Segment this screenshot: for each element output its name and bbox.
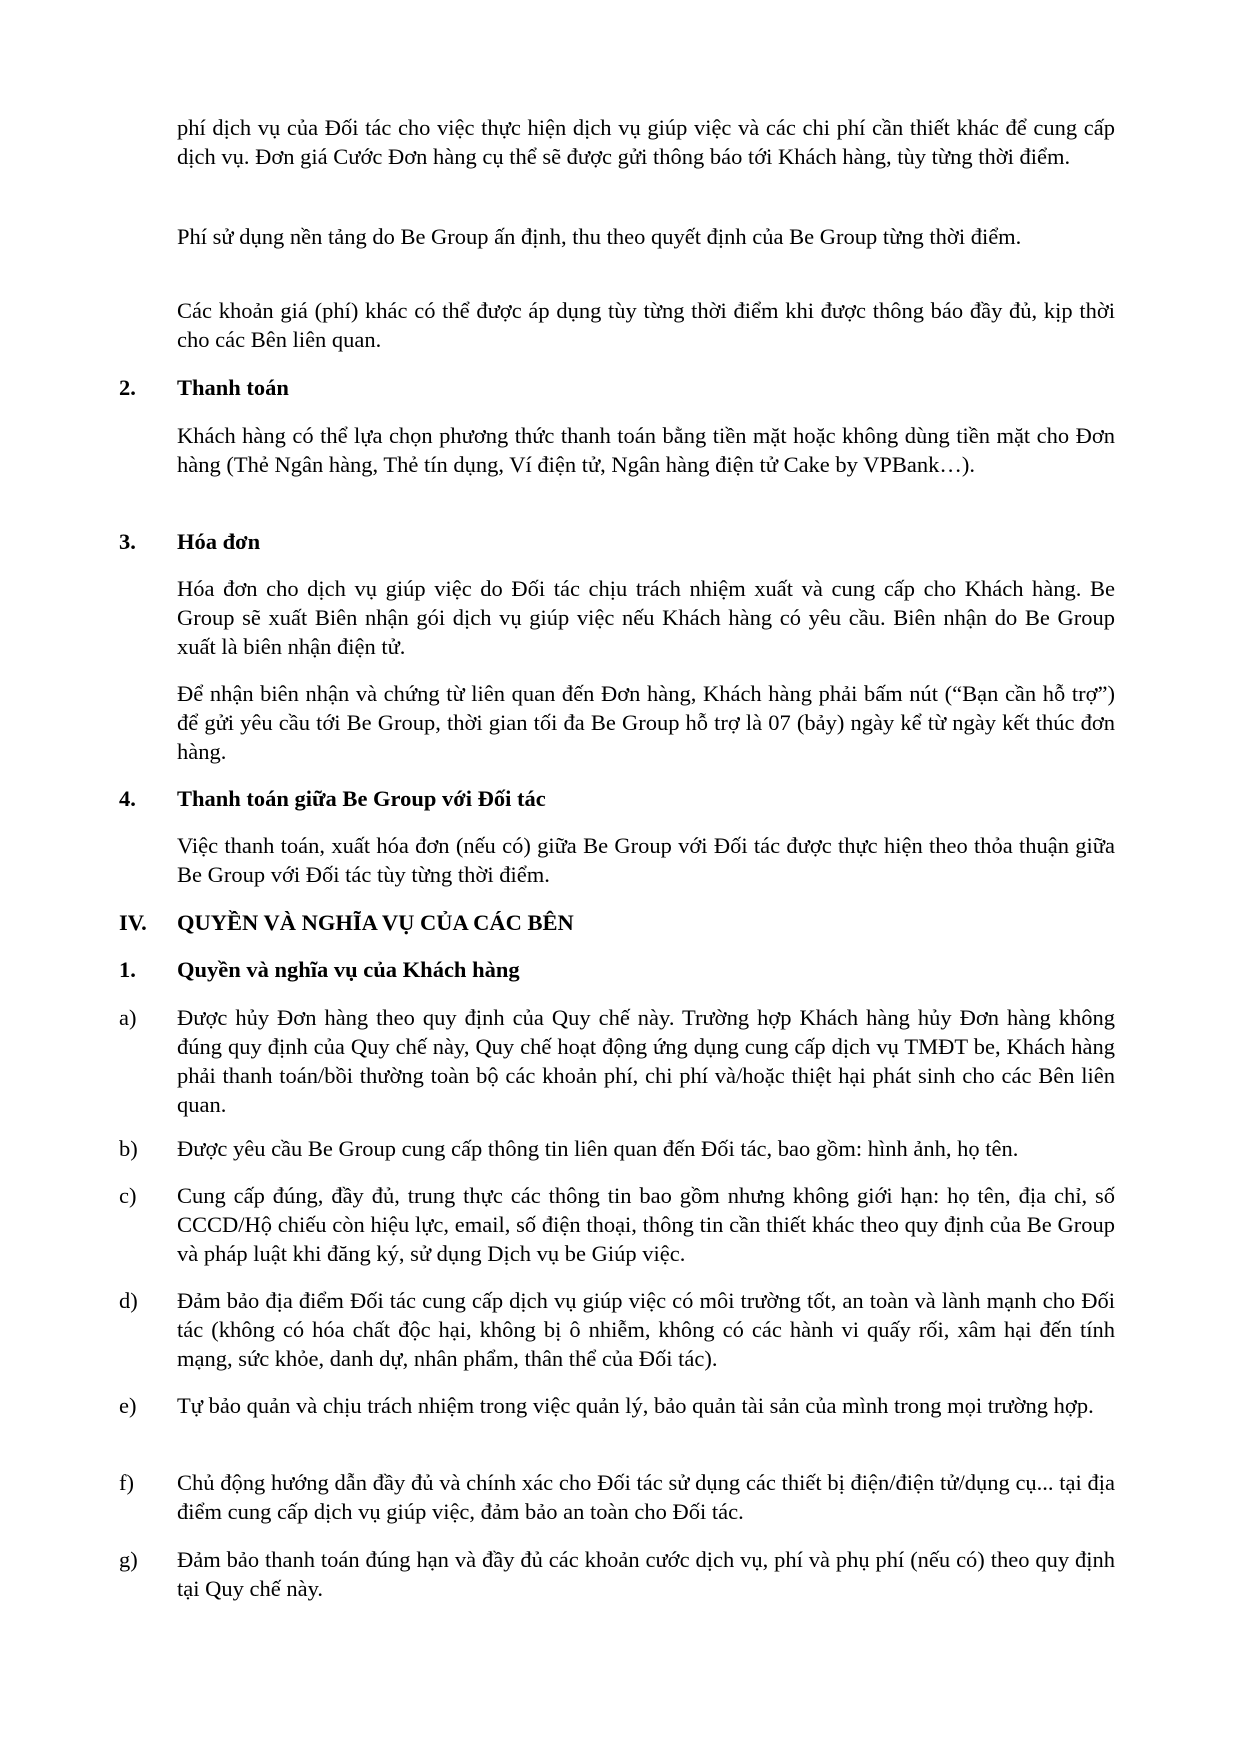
list-item-label: d) — [119, 1288, 138, 1313]
list-item: Chủ động hướng dẫn đầy đủ và chính xác cho Đối tác sử dụng các thiết bị điện/điện tử/dụng cụ... tại địa điểm cung cấp dịch vụ giúp việc, đảm bảo an toàn cho Đối tác. — [177, 1470, 1115, 1524]
subsection-number: 1. — [119, 957, 136, 982]
list-item-label: a) — [119, 1005, 137, 1030]
subsection-title-customer-rights: Quyền và nghĩa vụ của Khách hàng — [177, 957, 520, 982]
list-item-label: g) — [119, 1547, 138, 1572]
section-number: 3. — [119, 529, 136, 554]
section-title-payment: Thanh toán — [177, 375, 289, 400]
list-item-label: f) — [119, 1470, 134, 1495]
section-number: 2. — [119, 375, 136, 400]
list-item-label: c) — [119, 1183, 137, 1208]
section-title-partner-payment: Thanh toán giữa Be Group với Đối tác — [177, 786, 546, 811]
paragraph-other-fees: Các khoản giá (phí) khác có thể được áp dụng tùy từng thời điểm khi được thông báo đầy đủ, kịp thời cho các Bên liên quan. — [177, 298, 1115, 352]
list-item: Được hủy Đơn hàng theo quy định của Quy chế này. Trường hợp Khách hàng hủy Đơn hàng không đúng quy định của Quy chế này, Quy chế hoạt động ứng dụng cung cấp dịch vụ TMĐT be, Khách hàng phải thanh toán/bồi thường toàn bộ các khoản phí, chi phí và/hoặc thiệt hại phát sinh cho các Bên liên quan. — [177, 1005, 1115, 1117]
section-title-invoice: Hóa đơn — [177, 529, 261, 554]
paragraph-fee-continuation: phí dịch vụ của Đối tác cho việc thực hiện dịch vụ giúp việc và các chi phí cần thiết khác để cung cấp dịch vụ. Đơn giá Cước Đơn hàng cụ thể sẽ được gửi thông báo tới Khách hàng, tùy từng thời điểm. — [177, 115, 1115, 169]
paragraph-platform-fee: Phí sử dụng nền tảng do Be Group ấn định, thu theo quyết định của Be Group từng thời điểm. — [177, 224, 1022, 249]
list-item: Cung cấp đúng, đầy đủ, trung thực các thông tin bao gồm nhưng không giới hạn: họ tên, địa chỉ, số CCCD/Hộ chiếu còn hiệu lực, email, số điện thoại, thông tin cần thiết khác theo quy định của Be Group và pháp luật khi đăng ký, sử dụng Dịch vụ be Giúp việc. — [177, 1183, 1115, 1266]
paragraph-receipt-request: Để nhận biên nhận và chứng từ liên quan đến Đơn hàng, Khách hàng phải bấm nút (“Bạn cần hỗ trợ”) để gửi yêu cầu tới Be Group, thời gian tối đa Be Group hỗ trợ là 07 (bảy) ngày kể từ ngày kết thúc đơn hàng. — [177, 681, 1115, 764]
list-item-label: e) — [119, 1393, 137, 1418]
list-item: Đảm bảo thanh toán đúng hạn và đầy đủ các khoản cước dịch vụ, phí và phụ phí (nếu có) theo quy định tại Quy chế này. — [177, 1547, 1115, 1601]
list-item: Tự bảo quản và chịu trách nhiệm trong việc quản lý, bảo quản tài sản của mình trong mọi trường hợp. — [177, 1393, 1094, 1418]
section-number: 4. — [119, 786, 136, 811]
paragraph-invoice: Hóa đơn cho dịch vụ giúp việc do Đối tác chịu trách nhiệm xuất và cung cấp cho Khách hàng. Be Group sẽ xuất Biên nhận gói dịch vụ giúp việc nếu Khách hàng có yêu cầu. Biên nhận do Be Group xuất là biên nhận điện tử. — [177, 576, 1115, 659]
chapter-title: QUYỀN VÀ NGHĨA VỤ CỦA CÁC BÊN — [177, 910, 574, 935]
paragraph-payment-methods: Khách hàng có thể lựa chọn phương thức thanh toán bằng tiền mặt hoặc không dùng tiền mặt cho Đơn hàng (Thẻ Ngân hàng, Thẻ tín dụng, Ví điện tử, Ngân hàng điện tử Cake by VPBank…). — [177, 423, 1115, 477]
list-item-label: b) — [119, 1136, 138, 1161]
list-item: Được yêu cầu Be Group cung cấp thông tin liên quan đến Đối tác, bao gồm: hình ảnh, họ tên. — [177, 1136, 1019, 1161]
chapter-number: IV. — [119, 910, 147, 935]
paragraph-partner-payment: Việc thanh toán, xuất hóa đơn (nếu có) giữa Be Group với Đối tác được thực hiện theo thỏa thuận giữa Be Group với Đối tác tùy từng thời điểm. — [177, 833, 1115, 887]
list-item: Đảm bảo địa điểm Đối tác cung cấp dịch vụ giúp việc có môi trường tốt, an toàn và lành mạnh cho Đối tác (không có hóa chất độc hại, không bị ô nhiễm, không có các hành vi quấy rối, xâm hại đến tính mạng, sức khỏe, danh dự, nhân phẩm, thân thể của Đối tác). — [177, 1288, 1115, 1371]
